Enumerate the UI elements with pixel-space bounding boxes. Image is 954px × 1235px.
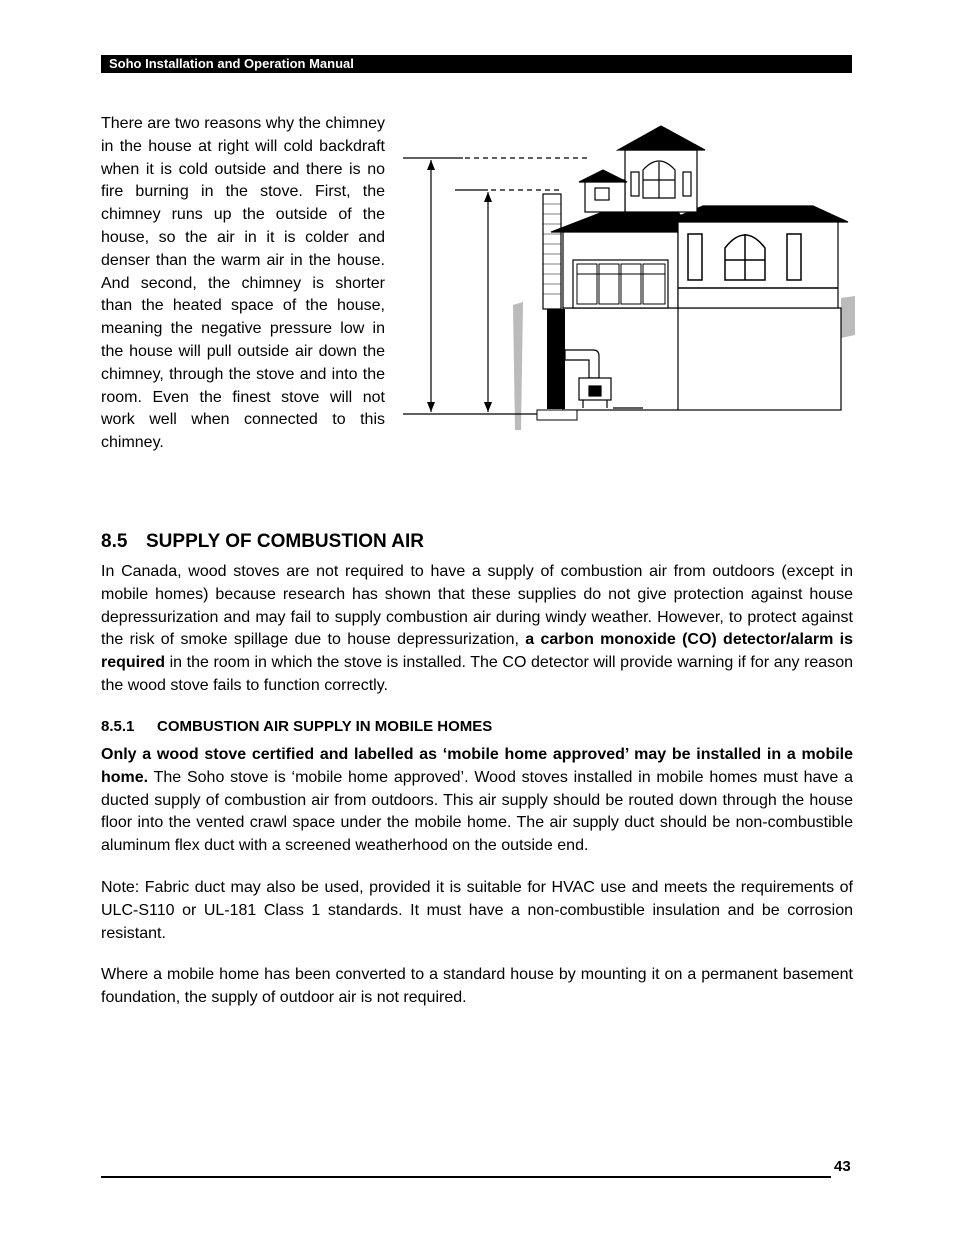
tower [618, 126, 705, 212]
intro-paragraph: There are two reasons why the chimney in the house at right will cold backdraft when it is cold outside and there is no fire burning in the stove. First, the chimney runs up the outside of the house, so the air in it is colder and denser than the warm air in the house. And second, the chimney is shorter than the heated space of the house, meaning the negative pressure low in the house will pull outside air down the chimney, through the stove and into the room. Even the finest stove will not work well when connected to this chimney. [101, 115, 385, 452]
mobile-home-requirement: Only a wood stove certified and labelled as ‘mobile home approved’ may be installed in a mobile home. [101, 746, 853, 786]
subsection-number: 8.5.1 [101, 718, 135, 735]
footer-rule [101, 1176, 831, 1178]
co-detector-requirement: a carbon monoxide (CO) detector/alarm is required [101, 631, 853, 672]
house-chimney-illustration [403, 110, 855, 435]
side-dormer [579, 170, 627, 212]
para-text: in the room in which the stove is installed. The CO detector will provide warning if for any reason the wood stove fails to function correctly. [101, 654, 853, 694]
running-header [101, 55, 852, 73]
mobile-home-paragraph [101, 744, 853, 858]
fabric-duct-note: Note: Fabric duct may also be used, provided it is suitable for HVAC use and meets the requirements of ULC-S110 or UL-181 Class 1 standards. It must have a non-combustible insulation and be corrosion resistant. [101, 879, 853, 942]
garage-windows [577, 264, 665, 304]
para-text: The Soho stove is ‘mobile home approved’. Wood stoves installed in mobile homes must have a ducted supply of combustion air from outdoors. This air supply should be routed down through the house floor into the vented crawl space under the mobile home. The air supply duct should be non-combustible aluminum flex duct with a screened weatherhood on the outside end. [101, 768, 853, 855]
dimension-arrows [427, 160, 492, 412]
para-text: In Canada, wood stoves are not required to have a supply of combustion air from outdoors (except in mobile homes) because research has shown that these supplies do not give protection against house depressurization and may fail to supply combustion air during windy weather. However, to protect against the risk of smoke spillage due to house depressurization, [101, 563, 853, 649]
chimney-base [547, 309, 565, 409]
combustion-air-paragraph [101, 561, 853, 698]
section-number: 8.5 [101, 531, 128, 552]
section-title: SUPPLY OF COMBUSTION AIR [146, 531, 424, 552]
subsection-heading [101, 718, 492, 735]
page-number: 43 [834, 1158, 851, 1175]
section-heading [101, 531, 424, 553]
subsection-title: COMBUSTION AIR SUPPLY IN MOBILE HOMES [157, 718, 493, 735]
manual-title: Soho Installation and Operation Manual [109, 56, 354, 71]
converted-home-paragraph: Where a mobile home has been converted to a standard house by mounting it on a permanent basement foundation, the supply of outdoor air is not required. [101, 966, 853, 1006]
